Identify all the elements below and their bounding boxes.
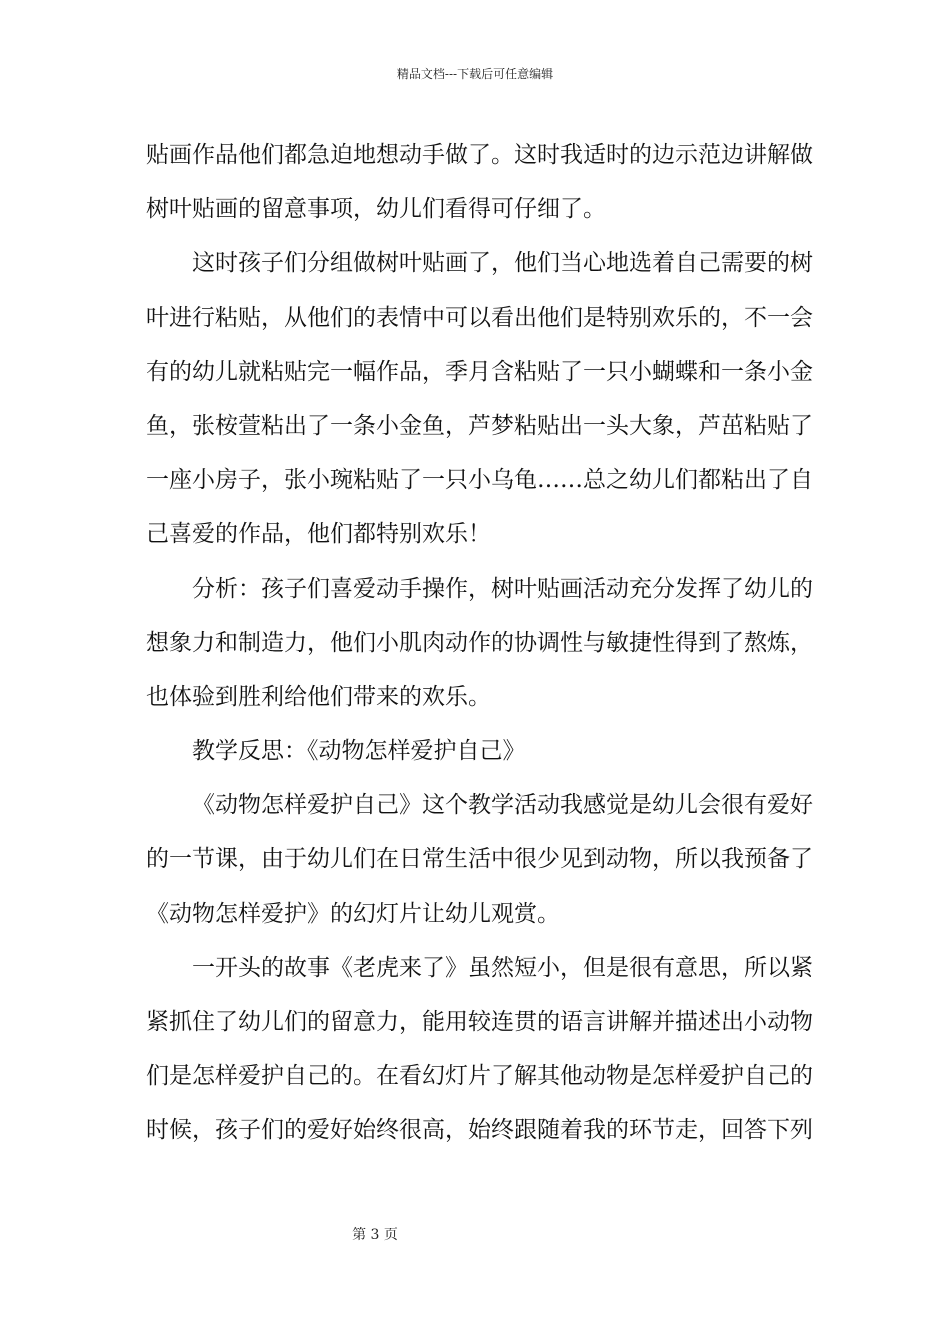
text-line: 分析：孩子们喜爱动手操作，树叶贴画活动充分发挥了幼儿的: [192, 575, 813, 602]
text-line: 一开头的故事《老虎来了》虽然短小，但是很有意思，所以紧: [192, 954, 813, 981]
text-line: 己喜爱的作品，他们都特别欢乐！: [146, 521, 491, 548]
text-line: 贴画作品他们都急迫地想动手做了。这时我适时的边示范边讲解做: [146, 142, 813, 168]
text-line: 们是怎样爱护自己的。在看幻灯片了解其他动物是怎样爱护自己的: [146, 1063, 813, 1090]
text-line: 时候，孩子们的爱好始终很高，始终跟随着我的环节走，回答下列: [146, 1117, 813, 1144]
text-line: 有的幼儿就粘贴完一幅作品，季月含粘贴了一只小蝴蝶和一条小金: [146, 358, 813, 385]
text-line: 想象力和制造力，他们小肌肉动作的协调性与敏捷性得到了熬炼，: [146, 629, 813, 656]
section-heading: 教学反思：《动物怎样爱护自己》: [192, 738, 526, 765]
text-line: 《动物怎样爱护自己》这个教学活动我感觉是幼儿会很有爱好: [192, 792, 813, 819]
text-line: 的一节课，由于幼儿们在日常生活中很少见到动物，所以我预备了: [146, 846, 813, 873]
text-line: 紧抓住了幼儿们的留意力，能用较连贯的语言讲解并描述出小动物: [146, 1009, 813, 1035]
page-number: 第 3 页: [352, 1227, 398, 1243]
text-line: 《动物怎样爱护》的幻灯片让幼儿观赏。: [146, 900, 560, 927]
document-body: [146, 128, 813, 1158]
text-line: 鱼，张桉萱粘出了一条小金鱼，芦梦粘贴出一头大象，芦茁粘贴了: [146, 412, 813, 439]
text-line: 这时孩子们分组做树叶贴画了，他们当心地选着自己需要的树: [192, 250, 813, 277]
text-line: 一座小房子，张小琬粘贴了一只小乌龟……总之幼儿们都粘出了自: [146, 467, 813, 494]
text-line: 也体验到胜利给他们带来的欢乐。: [146, 683, 491, 710]
text-line: 树叶贴画的留意事项，幼儿们看得可仔细了。: [146, 196, 606, 223]
page-header: 精品文档---下载后可任意编辑: [396, 67, 554, 81]
text-line: 叶进行粘贴，从他们的表情中可以看出他们是特别欢乐的，不一会: [146, 304, 813, 331]
